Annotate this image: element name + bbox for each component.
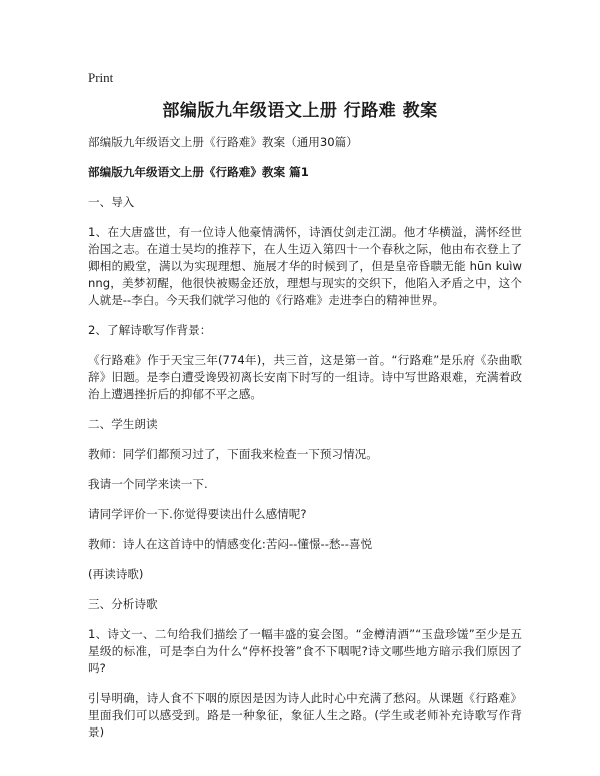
paragraph: 我请一个同学来读一下. <box>88 477 208 491</box>
paragraph: 请同学评价一下.你觉得要读出什么感情呢? <box>88 507 307 521</box>
paragraph: 《行路难》作于天宝三年(774年)，共三首，这是第一首。“行路难”是乐府《杂曲歌辞》旧题。是李白遭受谗毁初离长安南下时写的一组诗。诗中写世路艰难，充满着政治上遭遇挫折后的抑郁不平之感。 <box>88 353 522 401</box>
paragraph: 引导明确，诗人食不下咽的原因是因为诗人此时心中充满了愁闷。从课题《行路难》里面我们可以感受到。路是一种象征，象征人生之路。(学生或老师补充诗歌写作背景) <box>88 691 522 739</box>
section-heading-reading: 二、学生朗读 <box>88 417 158 431</box>
section-heading-analysis: 三、分析诗歌 <box>88 597 158 611</box>
paragraph: (再读诗歌) <box>88 567 144 581</box>
document-title: 部编版九年级语文上册 行路难 教案 <box>162 101 438 121</box>
paragraph: 2、了解诗歌写作背景： <box>88 323 212 337</box>
section-heading: 部编版九年级语文上册《行路难》教案 篇1 <box>88 165 309 179</box>
section-heading-intro: 一、导入 <box>88 195 135 209</box>
paragraph: 1、诗文一、二句给我们描绘了一幅丰盛的宴会图。“金樽清酒”“玉盘珍馐”至少是五星级的标准，可是李白为什么“停杯投箸”食不下咽呢?诗文哪些地方暗示我们原因了吗? <box>88 627 522 675</box>
subtitle: 部编版九年级语文上册《行路难》教案（通用30篇） <box>88 135 358 149</box>
paragraph: 1、在大唐盛世，有一位诗人他豪情满怀，诗酒仗剑走江湖。他才华横溢，满怀经世治国之志。在道士吴均的推荐下，在人生迈入第四十一个春秋之际，他由布衣登上了卿相的殿堂，满以为实现理想、施展才华的时候到了，但是皇帝昏聩无能 hūn kuìwnng，美梦初醒，他很快被赐金还放，理想与现实的交织下，他陷入矛盾之中，这个人就是--李白。今天我们就学习他的《行路难》走进李白的精神世界。 <box>88 225 522 307</box>
document-body <box>88 134 522 754</box>
paragraph: 教师：同学们都预习过了，下面我来检查一下预习情况。 <box>88 447 378 461</box>
paragraph: 教师：诗人在这首诗中的情感变化:苦闷--懂憬--愁--喜悦 <box>88 537 373 551</box>
print-link[interactable]: Print <box>88 70 114 85</box>
